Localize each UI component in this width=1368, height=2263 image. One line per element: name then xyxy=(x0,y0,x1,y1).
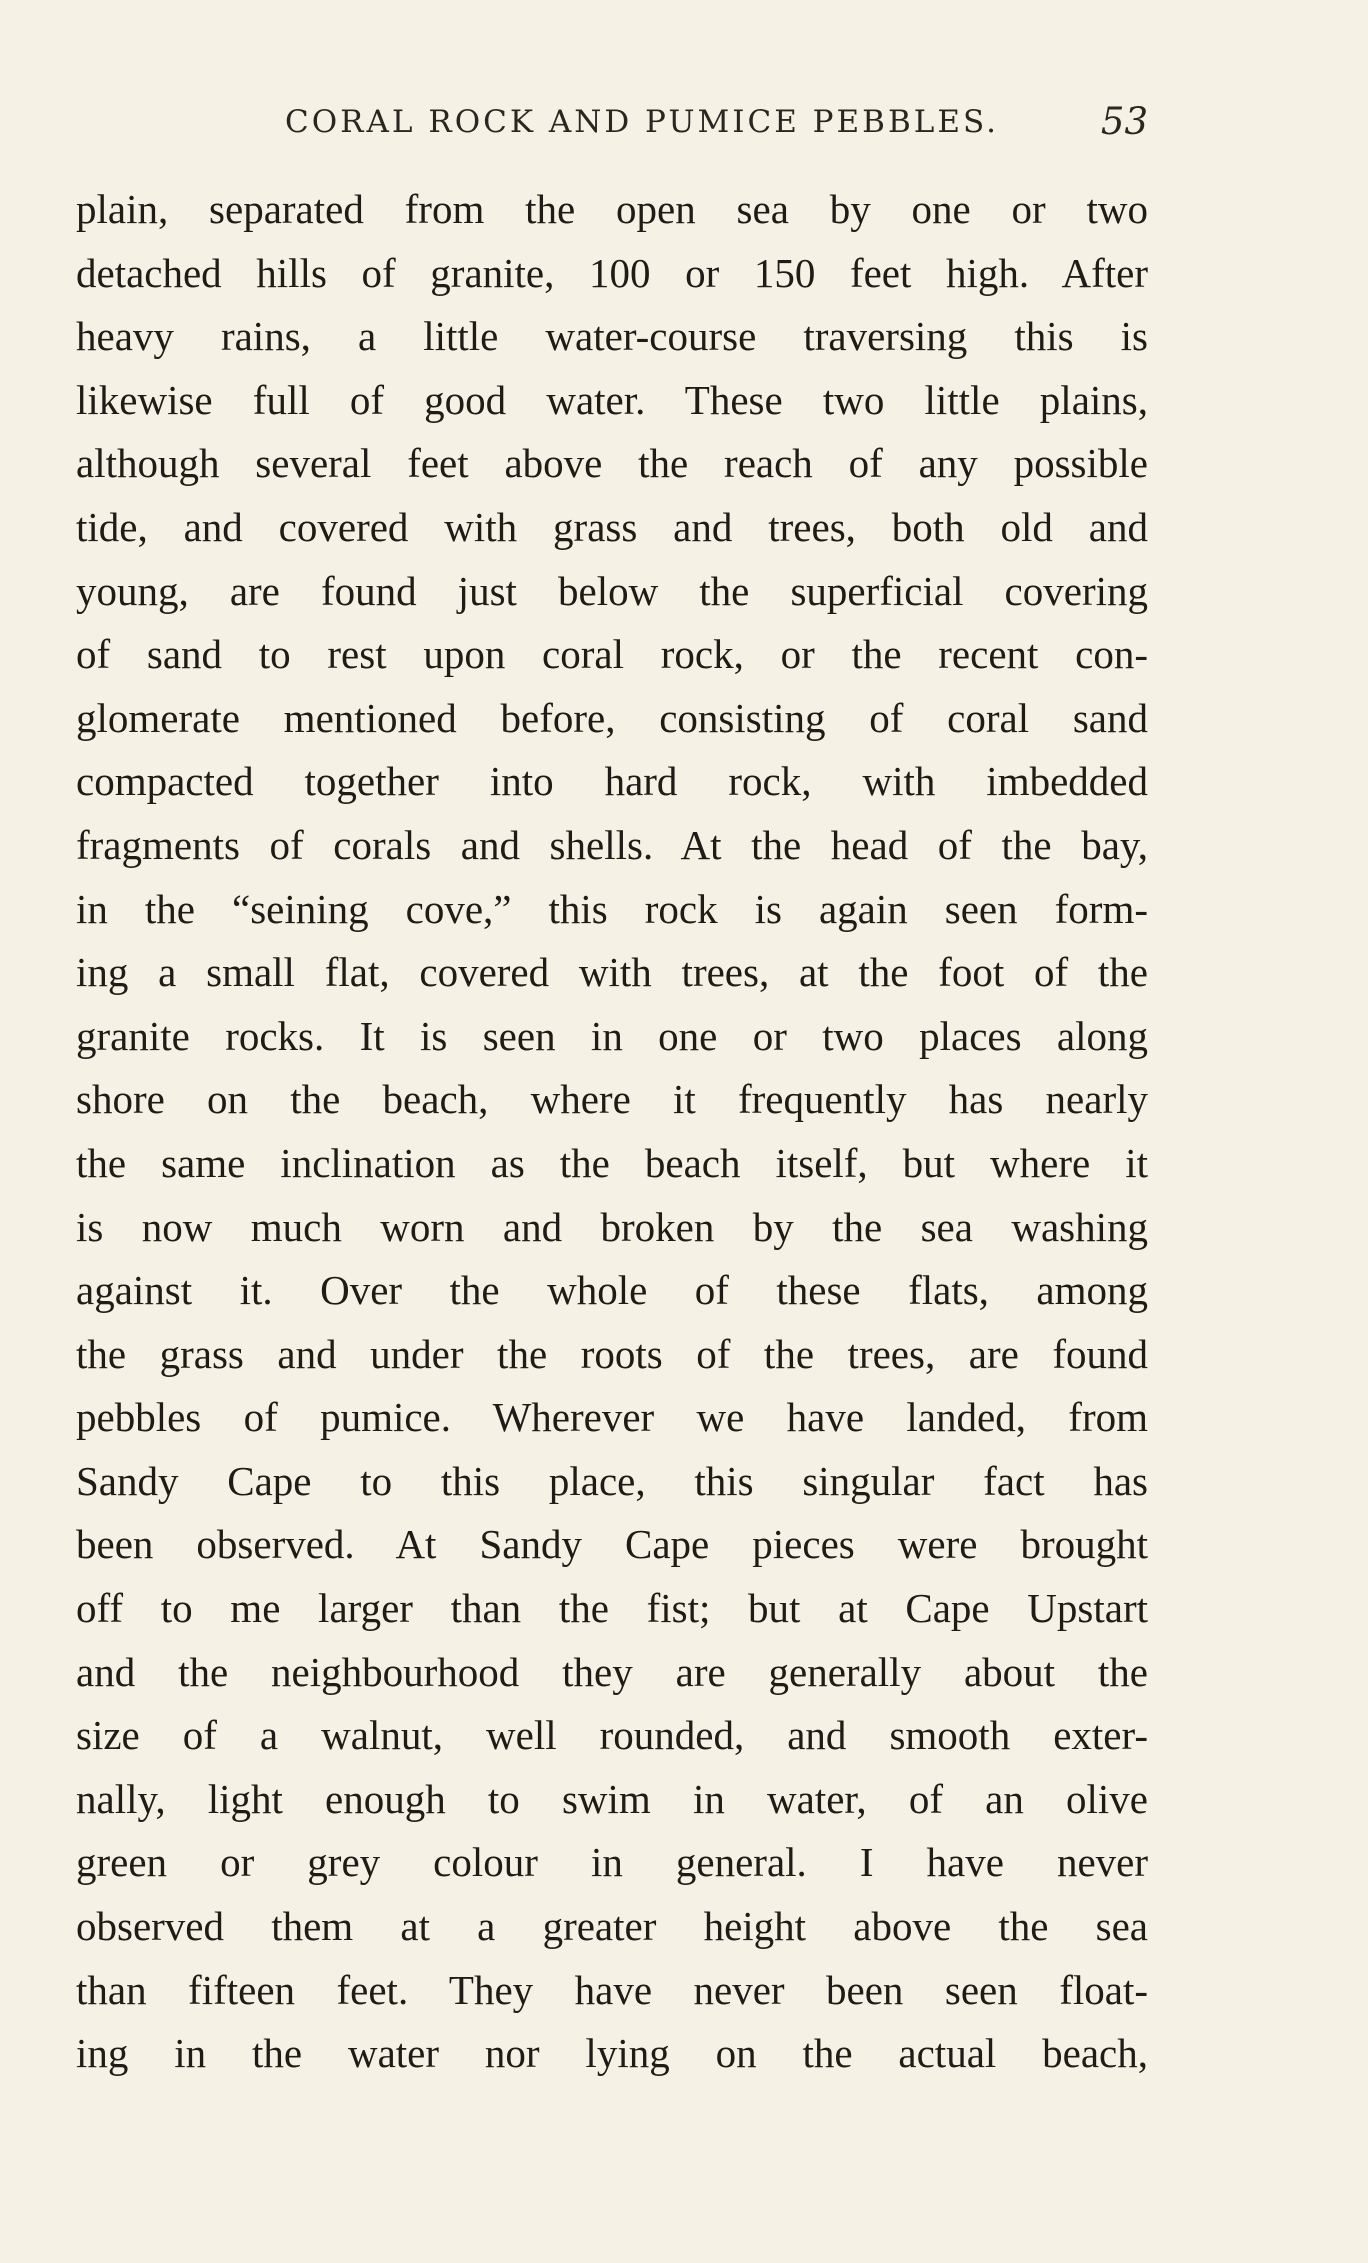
text-line: than fifteen feet. They have never been seen float- xyxy=(76,1966,1148,2013)
text-line: likewise full of good water. These two little plains, xyxy=(76,376,1148,423)
text-line: the grass and under the roots of the trees, are found xyxy=(76,1330,1148,1377)
text-line: ing in the water nor lying on the actual beach, xyxy=(76,2030,1148,2077)
text-line: young, are found just below the superficial covering xyxy=(76,567,1148,614)
text-line: detached hills of granite, 100 or 150 feet high. After xyxy=(76,249,1148,296)
text-line: ing a small flat, covered with trees, at the foot of the xyxy=(76,949,1148,996)
text-line: glomerate mentioned before, consisting of coral sand xyxy=(76,694,1148,741)
running-title: CORAL ROCK AND PUMICE PEBBLES. xyxy=(285,104,999,140)
text-line: size of a walnut, well rounded, and smooth exter- xyxy=(76,1712,1148,1759)
text-line: nally, light enough to swim in water, of an olive xyxy=(76,1775,1148,1822)
text-line: compacted together into hard rock, with imbedded xyxy=(76,758,1148,805)
text-line: is now much worn and broken by the sea washing xyxy=(76,1203,1148,1250)
text-line: and the neighbourhood they are generally about the xyxy=(76,1648,1148,1695)
text-line: granite rocks. It is seen in one or two places along xyxy=(76,1012,1148,1059)
text-line: shore on the beach, where it frequently has nearly xyxy=(76,1076,1148,1123)
text-line: observed them at a greater height above the sea xyxy=(76,1903,1148,1950)
text-line: green or grey colour in general. I have never xyxy=(76,1839,1148,1886)
text-line: been observed. At Sandy Cape pieces were brought xyxy=(76,1521,1148,1568)
text-line: tide, and covered with grass and trees, both old and xyxy=(76,503,1148,550)
text-line: against it. Over the whole of these flats, among xyxy=(76,1267,1148,1314)
text-line: in the “seining cove,” this rock is again seen form- xyxy=(76,885,1148,932)
text-line: off to me larger than the fist; but at Cape Upstart xyxy=(76,1585,1148,1632)
body-text xyxy=(76,178,1148,2086)
page-number: 53 xyxy=(1100,100,1148,143)
text-line: plain, separated from the open sea by one or two xyxy=(76,186,1148,232)
text-line: the same inclination as the beach itself, but where it xyxy=(76,1139,1148,1186)
text-line: although several feet above the reach of any possible xyxy=(76,440,1148,487)
text-line: pebbles of pumice. Wherever we have landed, from xyxy=(76,1394,1148,1441)
running-head xyxy=(76,100,1148,150)
text-line: heavy rains, a little water-course traversing this is xyxy=(76,313,1148,360)
text-line: fragments of corals and shells. At the head of the bay, xyxy=(76,821,1148,868)
text-line: Sandy Cape to this place, this singular fact has xyxy=(76,1457,1148,1504)
text-line: of sand to rest upon coral rock, or the recent con- xyxy=(76,631,1148,678)
